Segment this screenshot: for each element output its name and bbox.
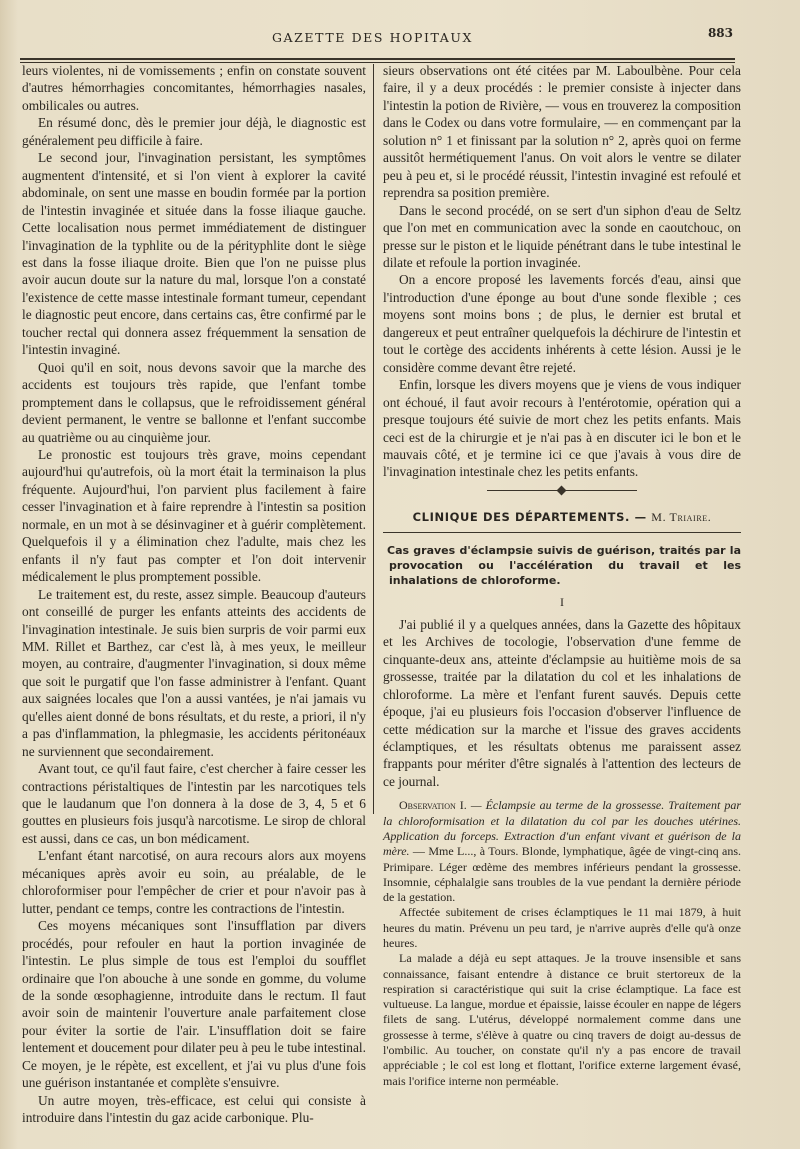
roman-numeral: I xyxy=(560,595,564,610)
left-column xyxy=(22,62,366,1127)
column-divider xyxy=(373,64,374,814)
observation-paragraph: Affectée subitement de crises éclamptiques le 11 mai 1879, à huit heures du matin. Prévenu un peu tard, je n'arrive auprès d'elle qu'à onze heures. xyxy=(383,905,741,950)
header-rule xyxy=(20,58,735,60)
page-header xyxy=(20,26,733,56)
paragraph: Avant tout, ce qu'il faut faire, c'est chercher à faire cesser les contractions péristaltiques de l'intestin par les narcotiques tels que le laudanum que l'on donnera à la dose de 3, 4, 5 et 6 gouttes en plusieurs fois jusqu'à narcotisme. Le sirop de chloral est aussi, dans ce cas, un bon médicament. xyxy=(22,761,366,846)
intro-paragraph: J'ai publié il y a quelques années, dans la Gazette des hôpitaux et les Archives de tocologie, l'observation d'une femme de cinquante-deux ans, atteinte d'éclampsie au huitième mois de sa grossesse, traitée par la dilatation du col et les inhalations de chloroforme. La mère et l'enfant furent sauvés. Depuis cette époque, j'ai eu plusieurs fois l'occasion d'observer l'influence de cette médication sur la marche et l'issue des graves accidents éclamptiques, et les résultats obtenus me paraissent assez frappants pour mériter d'être signalés à l'attention des lecteurs de ce journal. xyxy=(383,616,741,789)
paragraph: Le traitement est, du reste, assez simple. Beaucoup d'auteurs ont conseillé de purger les enfants atteints des accidents de l'invagination intestinale. Je suis bien surpris de voir parmi eux MM. Rillet et Barthez, car c'est là, à mes yeux, le meilleur moyen, au contraire, d'augmenter l'invagination, si doux même que soit le purgatif que l'on fasse administrer à l'enfant. Quant aux saignées locales que l'on a aussi vantées, je n'ai jamais vu qu'elles aient donné de bons résultats, et du reste, a priori, il n'y a pas d'inflammation, la phlegmasie, les accidents péritonéaux ne surviennent que secondairement. xyxy=(22,586,366,759)
section-heading xyxy=(383,509,741,526)
journal-title: GAZETTE DES HOPITAUX xyxy=(271,30,474,45)
observation-label: Observation I. xyxy=(399,798,467,813)
case-title: Cas graves d'éclampsie suivis de guérison, traités par la provocation ou l'accélération du travail et les inhalations de chloroforme. xyxy=(387,544,741,588)
paragraph: Le pronostic est toujours très grave, moins cependant aujourd'hui qu'autrefois, où la mort était la terminaison la plus fréquente. Aujourd'hui, l'on parvient plus facilement à faire cesser l'invagination et à faire reprendre à l'intestin sa position normale, en un mot à se désinvaginer et à guérir complètement. Quelquefois il y a élimination chez l'adulte, mais chez les enfants il n'y faut pas compter et l'on doit intervenir médicalement le plus promptement possible. xyxy=(22,446,366,585)
section-title: CLINIQUE DES DÉPARTEMENTS. — xyxy=(412,509,647,524)
paragraph: Le second jour, l'invagination persistant, les symptômes augmentent d'intensité, et si l'on vient à explorer la cavité abdominale, on sent une masse en boudin formée par la portion de l'intestin invaginée et située dans la fosse iliaque gauche. Cette localisation nous permet immédiatement de distinguer l'invagination de la typhlite ou de la pérityphlite dont le siège est dans la fosse iliaque droite. Bien que l'on ne puisse plus avoir aucun doute sur la nature du mal, lorsque l'on a constaté l'existence de cette masse intestinale formant tumeur, cependant le diagnostic peut encore, dans certains cas, être confirmé par le toucher rectal qui donnera assez fréquemment la sensation de l'intestin invaginé. xyxy=(22,150,366,358)
observation-paragraph: La malade a déjà eu sept attaques. Je la trouve insensible et sans connaissance, faisant entendre à distance ce bruit stertoreux de la respiration si caractéristique qui suit la crise éclamptique. La face est vultueuse. La langue, mordue et épaissie, laisse écouler en nappe de légers filets de sang. L'utérus, développé normalement comme dans une grossesse à terme, s'élève à quatre ou cinq travers de doigt au-dessus de l'ombilic. Au toucher, on constate qu'il n'y a pas encore de travail appréciable ; le col est long et flottant, l'orifice externe largement évasé, mais l'orifice interne non perméable. xyxy=(383,951,741,1088)
paragraph: sieurs observations ont été citées par M. Laboulbène. Pour cela faire, il y a deux procédés : le premier consiste à injecter dans l'intestin la potion de Rivière, — vous en trouverez la composition dans le Codex ou dans votre formulaire, — en commençant par la solution n° 1 et finissant par la solution n° 2, après quoi on ferme aussitôt hermétiquement l'anus. On voit alors le ventre se dilater peu à peu et, si le procédé réussit, l'intestin invaginé est refoulé et reprendra sa position première. xyxy=(383,63,741,201)
observation-block xyxy=(383,798,741,1089)
paragraph: On a encore proposé les lavements forcés d'eau, ainsi que l'introduction d'une éponge au bout d'une sonde flexible ; ces moyens sont moins bons ; de plus, le dernier est brutal et dangereux et peut entraîner quelquefois la déchirure de l'intestin et tout le cortège des accidents inhérents à cette lésion. Aussi je le considère comme devant être rejeté. xyxy=(383,272,741,375)
paragraph: Enfin, lorsque les divers moyens que je viens de vous indiquer ont échoué, il faut avoir recours à l'entérotomie, opération qui a presque toujours été suivie de mort chez les petits enfants. Mais ceci est de la chirurgie et je n'ai pas à en discuter ici le bon et le mauvais côté, et je termine ici ce que j'avais à vous dire de l'invagination intestinale chez les petits enfants. xyxy=(383,377,741,480)
paragraph: leurs violentes, ni de vomissements ; enfin on constate souvent d'autres hémorrhagies concomitantes, hémorrhagies nasales, ombilicales ou autres. xyxy=(22,63,366,113)
observation-text: — Mme L..., à Tours. Blonde, lymphatique, âgée de vingt-cinq ans. Primipare. Léger œdème des membres inférieurs pendant la grossesse. Insomnie, céphalalgie sans troubles de la vue pendant la dernière période de la gestation. xyxy=(383,844,741,905)
ornamental-separator xyxy=(487,487,637,495)
section-rule xyxy=(383,532,741,533)
paragraph: Dans le second procédé, on se sert d'un siphon d'eau de Seltz que l'on met en communication avec la sonde en caoutchouc, on presse sur le piston et le liquide pénétrant dans le tube intestinal le dilate et refoule la portion invaginée. xyxy=(383,202,741,270)
right-column xyxy=(383,62,741,1089)
page-number: 883 xyxy=(707,26,733,40)
paragraph: Ces moyens mécaniques sont l'insufflation par divers procédés, pour refouler en haut la portion invaginée de l'intestin. Le plus simple de tous est l'emploi du soufflet ordinaire que l'on abouche à une sonde en gomme, du volume de la sonde œsophagienne, introduite dans le rectum. Il faut avoir soin de maintenir l'ouverture anale parfaitement close pour éviter la sortie de l'air. L'insufflation doit se faire lentement et doucement pour dilater peu à peu le tube intestinal. Ce moyen, je le répète, est excellent, et j'ai vu plus d'une fois une guérison instantanée et complète s'ensuivre. xyxy=(22,918,366,1091)
observation-header xyxy=(383,798,741,905)
paragraph: Quoi qu'il en soit, nous devons savoir que la marche des accidents est toujours très rapide, que l'enfant tombe promptement dans le collapsus, que le refroidissement général devient permanent, le ventre se ballonne et l'enfant succombe au quatrième ou au cinquième jour. xyxy=(22,359,366,445)
paragraph: Un autre moyen, très-efficace, est celui qui consiste à introduire dans l'intestin du gaz acide carbonique. Plu- xyxy=(22,1092,366,1126)
observation-title: — Éclampsie au terme de la grossesse. Traitement par la chloroformisation et la dilatation du col par les douches utérines. Application du forceps. Extraction d'un enfant vivant et guérison de la mère. xyxy=(383,798,742,859)
section-author: M. Triaire. xyxy=(651,509,712,524)
paragraph: En résumé donc, dès le premier jour déjà, le diagnostic est généralement peu difficile à faire. xyxy=(22,115,366,148)
paragraph: L'enfant étant narcotisé, on aura recours alors aux moyens mécaniques après avoir eu soin, au préalable, de le chloroformiser pour l'empêcher de crier et pour n'avoir pas à lutter, pendant ce temps, contre les contractions de l'intestin. xyxy=(22,848,366,916)
